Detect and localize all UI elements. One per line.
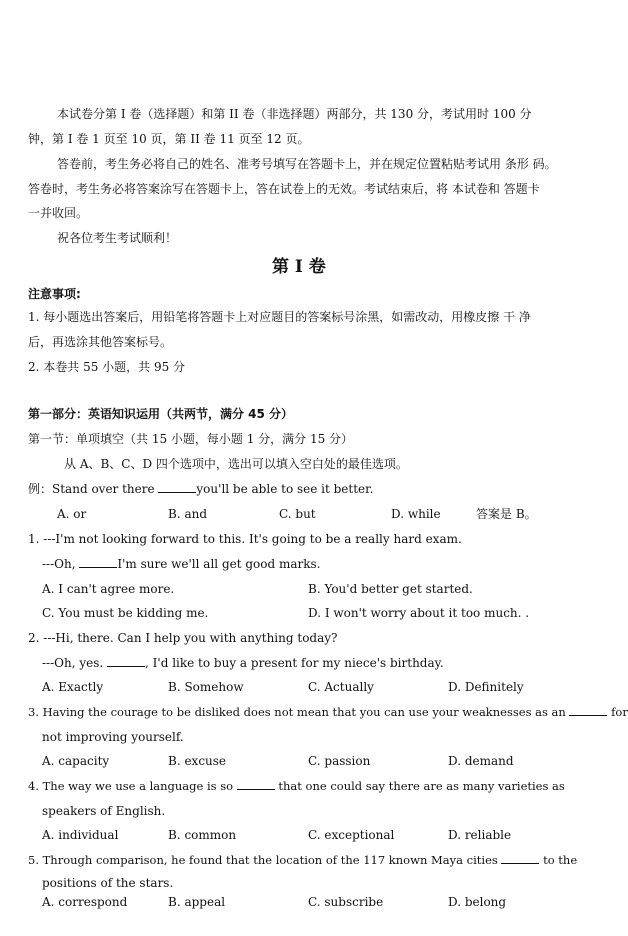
notes-item-1-line-1: 1. 每小题选出答案后，用铅笔将答题卡上对应题目的答案标号涂黑，如需改动，用橡皮擦 干 净 [28,310,531,324]
example-label: 例： [28,482,53,496]
question-1-response-part-1: ---Oh, [42,557,80,571]
question-1-option-a: A. I can't agree more. [42,582,175,596]
question-2-response-part-2: , I'd like to buy a present for my niece's birthday. [145,656,444,670]
answer-blank [237,778,275,790]
answer-blank [158,481,196,493]
question-4-stem-part-2: that one could say there are as many varieties as [274,779,565,793]
question-4-option-d: D. reliable [448,828,512,842]
question-2-response-part-1: ---Oh, yes. [42,656,108,670]
example-stem [28,481,373,497]
question-4-stem-part-1: 4. The way we use a language is so [28,779,237,793]
question-1-option-d: D. I won't worry about it too much. . [308,606,530,620]
question-5-option-a: A. correspond [42,895,128,909]
example-stem-part-2: you'll be able to see it better. [196,482,374,496]
example-option-d: D. while [391,507,441,521]
question-1-response-part-2: I'm sure we'll all get good marks. [117,557,321,571]
intro-paragraph-2-line-2: 答卷时，考生务必将答案涂写在答题卡上，答在试卷上的无效。考试结束后，将 本试卷和 答题卡 [28,182,540,196]
question-2-response [42,655,444,671]
question-4-option-b: B. common [168,828,237,842]
part1-instruction: 从 A、B、C、D 四个选项中，选出可以填入空白处的最佳选项。 [64,457,408,471]
question-5-stem-line-2: positions of the stars. [42,876,174,890]
intro-paragraph-1-line-1: 本试卷分第 I 卷（选择题）和第 II 卷（非选择题）两部分，共 130 分，考试用时 100 分 [57,107,532,121]
volume-title: 第 I 卷 [272,257,326,277]
question-2-stem: 2. ---Hi, there. Can I help you with anything today? [28,631,338,645]
question-1-stem: 1. ---I'm not looking forward to this. It's going to be a really hard exam. [28,532,462,546]
question-5-option-d: D. belong [448,895,507,909]
question-2-option-b: B. Somehow [168,680,244,694]
question-3-option-d: D. demand [448,754,514,768]
question-1-option-c: C. You must be kidding me. [42,606,209,620]
answer-blank [501,852,539,864]
question-3-stem-part-1: 3. Having the courage to be disliked does not mean that you can use your weaknesses as an [28,705,570,719]
intro-good-luck: 祝各位考生考试顺利！ [57,231,178,245]
answer-blank [569,704,607,716]
part1-section1-heading: 第一节：单项填空（共 15 小题，每小题 1 分，满分 15 分） [28,432,354,446]
question-1-response [42,556,321,572]
example-option-c: C. but [279,507,316,521]
answer-blank [107,655,145,667]
question-2-option-a: A. Exactly [42,680,104,694]
notes-heading: 注意事项: [28,287,81,301]
intro-paragraph-1-line-2: 钟，第 I 卷 1 页至 10 页，第 II 卷 11 页至 12 页。 [28,132,310,146]
question-4-option-a: A. individual [42,828,119,842]
notes-item-1-line-2: 后，再选涂其他答案标号。 [28,335,173,349]
example-option-b: B. and [168,507,208,521]
question-4-option-c: C. exceptional [308,828,395,842]
question-3-option-a: A. capacity [42,754,110,768]
question-5-stem-part-2: to the [539,853,578,867]
question-5-option-b: B. appeal [168,895,226,909]
question-5-stem-part-1: 5. Through comparison, he found that the location of the 117 known Maya cities [28,853,502,867]
question-5-option-c: C. subscribe [308,895,384,909]
example-option-a: A. or [57,507,87,521]
example-stem-part-1: Stand over there [52,482,159,496]
notes-item-2: 2. 本卷共 55 小题，共 95 分 [28,360,186,374]
question-3-stem [28,704,628,720]
intro-paragraph-2-line-1: 答卷前，考生务必将自己的姓名、准考号填写在答题卡上，并在规定位置粘贴考试用 条形 码。 [57,157,557,171]
question-3-stem-line-2: not improving yourself. [42,730,184,744]
question-3-stem-part-2: for [607,705,628,719]
question-2-option-d: D. Definitely [448,680,524,694]
question-2-option-c: C. Actually [308,680,374,694]
question-4-stem [28,778,565,794]
answer-blank [79,556,117,568]
question-4-stem-line-2: speakers of English. [42,804,166,818]
example-answer: 答案是 B。 [476,507,537,521]
question-5-stem [28,852,577,868]
question-3-option-b: B. excuse [168,754,227,768]
question-3-option-c: C. passion [308,754,371,768]
intro-paragraph-2-line-3: 一并收回。 [28,206,89,220]
part1-heading: 第一部分：英语知识运用（共两节，满分 45 分） [28,407,294,421]
question-1-option-b: B. You'd better get started. [308,582,473,596]
